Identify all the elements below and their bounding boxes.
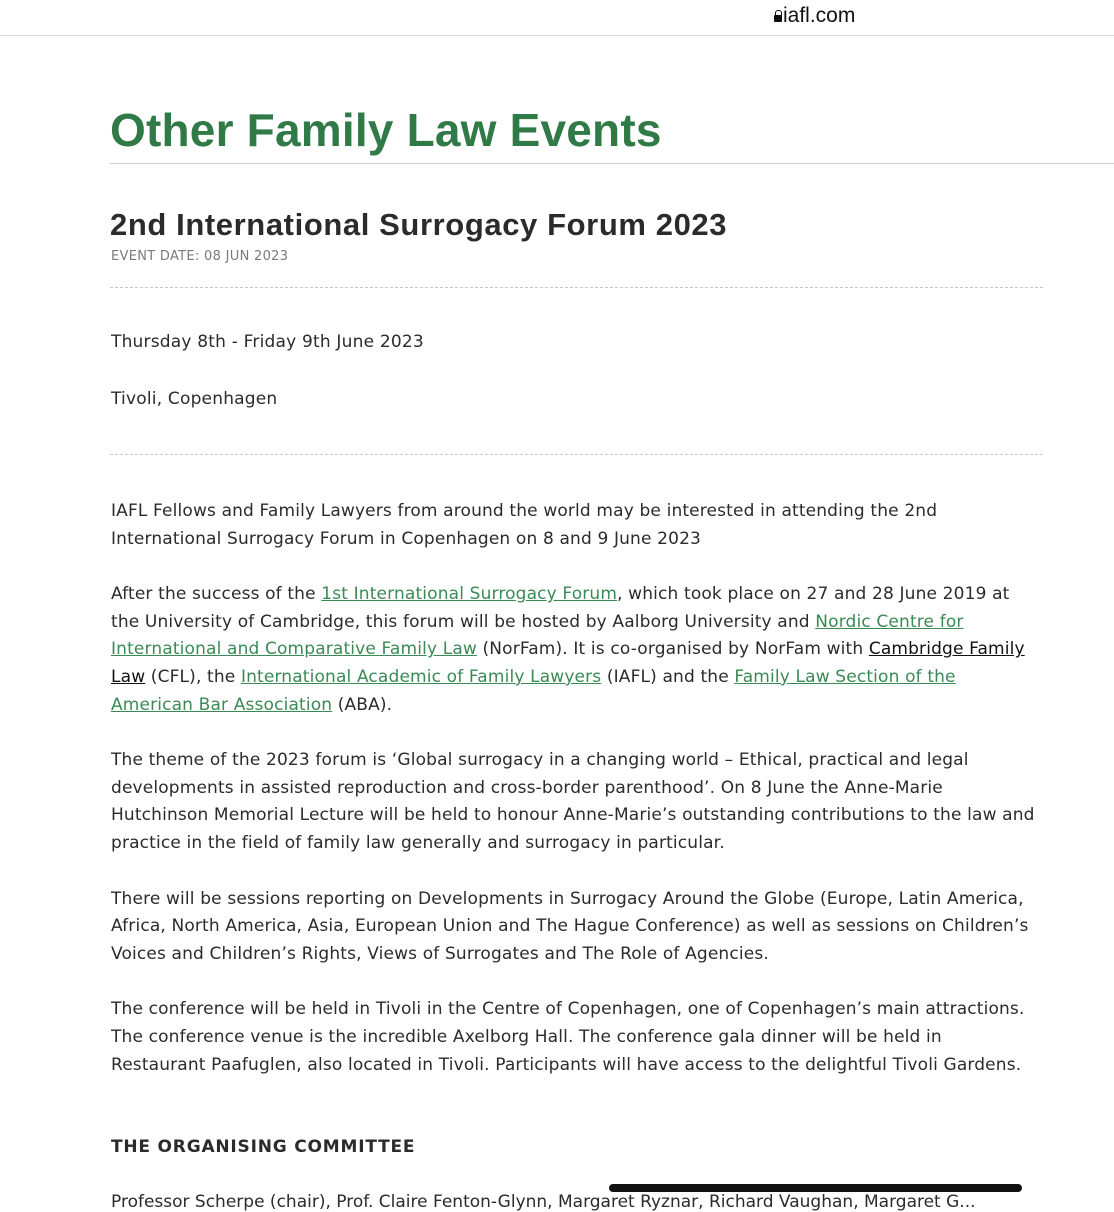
event-description [111,498,1041,1107]
paragraph-sessions: There will be sessions reporting on Developments in Surrogacy Around the Globe (Europe, Latin America, Africa, North America, Asia, European Union and The Hague Conference) as well as sessions on Children’s Voices and Children’s Rights, Views of Surrogates and The Role of Agencies. [111,888,1029,964]
dashed-divider [110,454,1043,455]
link-cambridge-family-law[interactable]: Cambridge Family Law [111,639,1025,687]
title-divider [110,163,1114,164]
dashed-divider [110,287,1043,288]
committee-members-text: Professor Scherpe (chair), Prof. Claire Fenton-Glynn, Margaret Ryznar, Richard Vaughan, Margaret G... [111,1192,976,1212]
event-title: 2nd International Surrogacy Forum 2023 [110,207,728,242]
url-display[interactable] [774,4,855,28]
event-location: Tivoli, Copenhagen [111,389,278,409]
home-indicator[interactable] [609,1184,1022,1192]
event-date: EVENT DATE: 08 JUN 2023 [111,249,289,264]
paragraph-intro: IAFL Fellows and Family Lawyers from around the world may be interested in attending the 2nd International Surrogacy Forum in Copenhagen on 8 and 9 June 2023 [111,501,938,549]
paragraph-theme: The theme of the 2023 forum is ‘Global surrogacy in a changing world – Ethical, practical and legal developments in assisted reproduction and cross-border parenthood’. On 8 June the Anne-Marie Hutchinson Memorial Lecture will be held to honour Anne-Marie’s outstanding contributions to the law and practice in the field of family law generally and surrogacy in particular. [111,750,1035,853]
link-1st-surrogacy-forum[interactable]: 1st International Surrogacy Forum [321,584,618,605]
page-title: Other Family Law Events [110,104,662,156]
link-iafl[interactable]: International Academic of Family Lawyers [240,666,602,687]
event-dates: Thursday 8th - Friday 9th June 2023 [111,332,424,352]
organising-committee-heading: THE ORGANISING COMMITTEE [111,1137,416,1157]
lock-icon [774,12,781,23]
browser-url-bar[interactable] [0,0,1114,36]
url-text: iafl.com [783,4,856,27]
paragraph-hosts: After the success of the 1st International Surrogacy Forum, which took place on 27 and 28 June 2019 at the University of Cambridge, this forum will be hosted by Aalborg University and Nordic Centre for International and Comparative Family Law (NorFam). It is co-organised by NorFam with Cambridge Family Law (CFL), the International Academic of Family Lawyers (IAFL) and the Family Law Section of the American Bar Association (ABA). [111,584,1025,715]
link-norfam[interactable]: Nordic Centre for International and Comparative Family Law [111,611,964,660]
link-aba-family-law-section[interactable]: Family Law Section of the American Bar Association [111,666,956,715]
paragraph-venue: The conference will be held in Tivoli in the Centre of Copenhagen, one of Copenhagen’s main attractions. The conference venue is the incredible Axelborg Hall. The conference gala dinner will be held in Restaurant Paafuglen, also located in Tivoli. Participants will have access to the delightful Tivoli Gardens. [111,999,1025,1075]
